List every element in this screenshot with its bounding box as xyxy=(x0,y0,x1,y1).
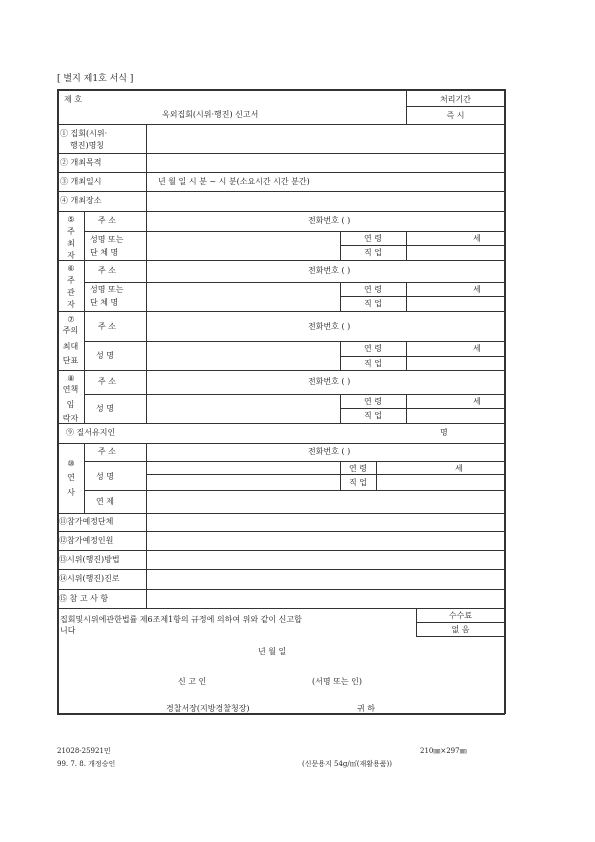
liaison-age-label: 연 령 xyxy=(364,397,382,406)
rep-age-unit: 세 xyxy=(473,344,481,353)
rep-side-line1: 주의 xyxy=(62,326,79,335)
recipient-honorific: 귀 하 xyxy=(357,704,375,713)
host-age-label: 연 령 xyxy=(364,285,382,294)
marshal-unit: 명 xyxy=(440,428,448,437)
marshal-label: ⑨ 질서유지인 xyxy=(66,428,116,437)
speaker-number: ⑩ xyxy=(67,459,75,468)
rep-number: ⑦ xyxy=(67,315,75,324)
speaker-name-label: 성 명 xyxy=(96,472,114,481)
organizer-name-label-cont: 단 체 명 xyxy=(90,248,119,257)
liaison-phone-label: 전화번호 ( ) xyxy=(308,377,351,386)
liaison-job-label: 직 업 xyxy=(364,411,382,420)
march-route-label: ⑭시위(행진)진로 xyxy=(59,574,120,583)
speaker-address-label: 주 소 xyxy=(98,447,116,456)
fee-value: 없 음 xyxy=(451,625,470,634)
liaison-address-label: 주 소 xyxy=(98,377,116,386)
rep-job-label: 직 업 xyxy=(364,359,382,368)
datetime-label: ③ 개최일시 xyxy=(60,177,102,186)
assembly-name-label-cont: 행진)명칭 xyxy=(70,141,105,150)
rep-side-line2: 최대 xyxy=(62,342,79,351)
host-age-unit: 세 xyxy=(473,285,481,294)
liaison-side-line1: 연책 xyxy=(62,385,79,394)
form-code: 21028-25921민 xyxy=(57,747,111,755)
liaison-side-line2: 임 xyxy=(66,400,75,409)
organizer-name-label: 성명 또는 xyxy=(90,235,124,244)
rep-name-label: 성 명 xyxy=(96,351,114,360)
rep-phone-label: 전화번호 ( ) xyxy=(308,322,351,331)
speaker-topic-label: 연 제 xyxy=(96,497,114,506)
speaker-age-unit: 세 xyxy=(455,464,463,473)
datetime-value: 년 월 일 시 분 ~ 시 분(소요시간 시간 분간) xyxy=(158,177,310,186)
liaison-side-line3: 락자 xyxy=(62,414,79,423)
applicant-label: 신 고 인 xyxy=(178,677,207,686)
declaration-date: 년 월 일 xyxy=(258,647,287,656)
speaker-side-line1: 연 xyxy=(67,473,75,482)
liaison-number: ⑧ xyxy=(67,374,75,383)
participating-groups-label: ⑪참가예정단체 xyxy=(59,517,114,526)
declaration-text: 집회및시위에관한법률 제6조제1항의 규정에 의하여 위와 같이 신고합 xyxy=(60,615,302,624)
approval-date: 99. 7. 8. 개정승인 xyxy=(57,760,116,768)
host-side-text: 주관자 xyxy=(67,276,75,309)
recipient: 경찰서장(지방경찰청장) xyxy=(166,704,250,713)
liaison-name-label: 성 명 xyxy=(96,404,114,413)
venue-label: ④ 개최장소 xyxy=(60,196,102,205)
expected-attendees-label: ⑫참가예정인원 xyxy=(59,536,114,545)
rep-side-line3: 단표 xyxy=(62,356,79,365)
processing-period-value: 즉 시 xyxy=(446,111,465,120)
declaration-text-cont: 니다 xyxy=(60,626,76,635)
remarks-label: ⑮ 참 고 사 항 xyxy=(59,594,109,603)
host-job-label: 직 업 xyxy=(364,299,382,308)
fee-label: 수수료 xyxy=(448,611,473,620)
liaison-age-unit: 세 xyxy=(473,397,481,406)
paper-size: 210㎜×297㎜ xyxy=(420,747,467,755)
speaker-age-label: 연 령 xyxy=(349,464,367,473)
rep-address-label: 주 소 xyxy=(98,322,116,331)
speaker-phone-label: 전화번호 ( ) xyxy=(308,447,351,456)
form-number-label: 제 호 xyxy=(64,95,82,104)
purpose-label: ② 개최목적 xyxy=(60,158,102,167)
host-number: ⑥ xyxy=(67,264,75,273)
host-name-label-cont: 단 체 명 xyxy=(90,298,119,307)
speaker-side-line2: 사 xyxy=(67,488,75,497)
signature-label: (서명 또는 인) xyxy=(312,677,362,686)
organizer-address-label: 주 소 xyxy=(98,216,116,225)
form-label: [ 별지 제1호 서식 ] xyxy=(57,74,134,84)
organizer-side-text: 주최자 xyxy=(67,227,75,259)
organizer-number: ⑤ xyxy=(67,215,75,224)
host-name-label: 성명 또는 xyxy=(90,285,124,294)
paper-spec: (신문용지 54g/㎡(재활용품)) xyxy=(302,760,392,768)
processing-period-label: 처리기간 xyxy=(440,95,471,104)
organizer-phone-label: 전화번호 ( ) xyxy=(308,216,351,225)
march-method-label: ⑬시위(행진)방법 xyxy=(59,555,120,564)
organizer-job-label: 직 업 xyxy=(364,248,382,257)
speaker-job-label: 직 업 xyxy=(349,478,367,487)
organizer-age-unit: 세 xyxy=(473,234,481,243)
rep-age-label: 연 령 xyxy=(364,344,382,353)
host-phone-label: 전화번호 ( ) xyxy=(308,266,351,275)
form-title: 옥외집회(시위·행진) 신고서 xyxy=(162,110,259,119)
assembly-name-label: ① 집회(시위· xyxy=(60,129,108,138)
host-address-label: 주 소 xyxy=(98,266,116,275)
organizer-age-label: 연 령 xyxy=(364,234,382,243)
